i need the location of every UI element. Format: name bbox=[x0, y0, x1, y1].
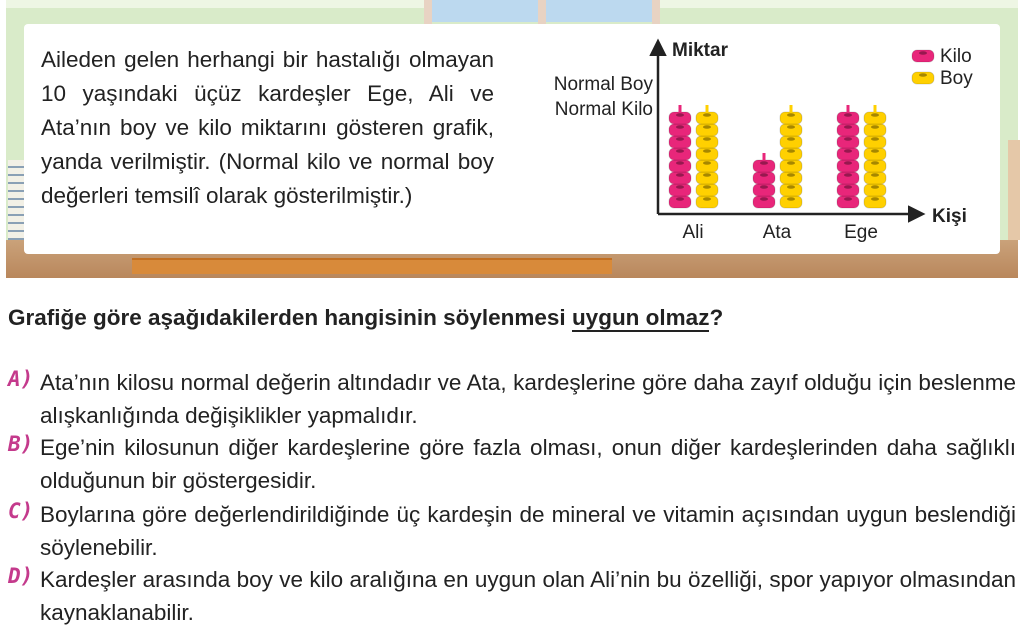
disc bbox=[837, 124, 859, 136]
option-letter: B) bbox=[8, 432, 34, 456]
disc bbox=[864, 112, 886, 124]
option-b[interactable] bbox=[8, 432, 1016, 497]
reference-label-normal-kilo: Normal Kilo bbox=[554, 99, 653, 120]
disc bbox=[837, 136, 859, 148]
disc bbox=[780, 124, 802, 136]
question-stem bbox=[8, 305, 1008, 331]
height-weight-chart bbox=[530, 30, 990, 250]
legend-swatch-kilo bbox=[912, 50, 934, 62]
disc bbox=[696, 184, 718, 196]
disc bbox=[669, 112, 691, 124]
option-c[interactable] bbox=[8, 499, 1016, 564]
bar-kilo-ege bbox=[837, 105, 859, 208]
option-letter: D) bbox=[8, 564, 34, 588]
disc bbox=[696, 124, 718, 136]
question-prefix: Grafiğe göre aşağıdakilerden hangisinin söylenmesi bbox=[8, 305, 572, 330]
option-text: Kardeşler arasında boy ve kilo aralığına en uygun olan Ali’nin bu özelliği, spor yapıyor olmasından kaynaklanabilir. bbox=[40, 567, 1016, 625]
bar-boy-ali bbox=[696, 105, 718, 208]
disc bbox=[864, 172, 886, 184]
option-text: Ege’nin kilosunun diğer kardeşlerine göre fazla olması, onun diğer kardeşlerinden daha sağlıklı olduğunun bir göstergesidir. bbox=[40, 435, 1016, 493]
intro-paragraph: Aileden gelen herhangi bir hastalığı olmayan 10 yaşındaki üçüz kardeşler Ege, Ali ve Ata’nın boy ve kilo miktarını gösteren grafik, yanda verilmiştir. (Normal kilo ve normal boy değerleri temsilî olarak gösterilmiştir.) bbox=[41, 47, 494, 208]
bar-boy-ata bbox=[780, 105, 802, 208]
disc bbox=[864, 124, 886, 136]
disc bbox=[669, 148, 691, 160]
option-a[interactable] bbox=[8, 367, 1016, 432]
x-tick-label: Ali bbox=[682, 222, 704, 243]
x-tick-label: Ata bbox=[762, 222, 792, 243]
disc bbox=[780, 172, 802, 184]
disc bbox=[837, 172, 859, 184]
disc bbox=[780, 196, 802, 208]
disc bbox=[753, 160, 775, 172]
question-suffix: ? bbox=[709, 305, 724, 330]
disc bbox=[780, 148, 802, 160]
bar-cap bbox=[763, 153, 766, 161]
disc bbox=[837, 160, 859, 172]
disc bbox=[696, 160, 718, 172]
bar-kilo-ata bbox=[753, 153, 775, 208]
disc bbox=[753, 184, 775, 196]
disc bbox=[837, 196, 859, 208]
y-axis-label: Miktar bbox=[672, 40, 728, 61]
disc bbox=[780, 184, 802, 196]
bar-cap bbox=[679, 105, 682, 113]
window-frame bbox=[538, 0, 546, 24]
disc bbox=[669, 136, 691, 148]
wooden-shelf bbox=[132, 258, 612, 274]
chart-bars bbox=[669, 105, 886, 208]
disc bbox=[780, 136, 802, 148]
disc bbox=[780, 160, 802, 172]
disc bbox=[753, 196, 775, 208]
disc bbox=[864, 160, 886, 172]
disc bbox=[753, 172, 775, 184]
option-letter: C) bbox=[8, 499, 34, 523]
legend-swatch-boy bbox=[912, 72, 934, 84]
disc bbox=[864, 184, 886, 196]
disc bbox=[696, 148, 718, 160]
x-tick-labels bbox=[682, 222, 877, 243]
bar-boy-ege bbox=[864, 105, 886, 208]
disc bbox=[669, 124, 691, 136]
bar-cap bbox=[790, 105, 793, 113]
disc bbox=[837, 112, 859, 124]
option-d[interactable] bbox=[8, 564, 1016, 629]
reference-label-normal-boy: Normal Boy bbox=[553, 74, 653, 95]
door-edge bbox=[1008, 140, 1020, 240]
disc bbox=[696, 136, 718, 148]
disc bbox=[864, 148, 886, 160]
bar-cap bbox=[874, 105, 877, 113]
legend-label-kilo: Kilo bbox=[940, 46, 972, 67]
disc bbox=[669, 160, 691, 172]
disc bbox=[696, 112, 718, 124]
disc bbox=[696, 172, 718, 184]
option-text: Boylarına göre değerlendirildiğinde üç kardeşin de mineral ve vitamin açısından uygun beslendiği söylenebilir. bbox=[40, 502, 1016, 560]
x-axis-label: Kişi bbox=[932, 206, 967, 227]
disc bbox=[696, 196, 718, 208]
disc bbox=[780, 112, 802, 124]
disc bbox=[864, 196, 886, 208]
bar-kilo-ali bbox=[669, 105, 691, 208]
disc bbox=[669, 184, 691, 196]
chart-legend bbox=[912, 46, 973, 89]
question-underlined: uygun olmaz bbox=[571, 305, 710, 330]
option-text: Ata’nın kilosu normal değerin altındadır ve Ata, kardeşlerine göre daha zayıf olduğu için beslenme alışkanlığında değişiklikler yapmalıdır. bbox=[40, 370, 1016, 428]
disc bbox=[669, 196, 691, 208]
disc bbox=[864, 136, 886, 148]
bar-cap bbox=[847, 105, 850, 113]
option-letter: A) bbox=[8, 367, 34, 391]
x-tick-label: Ege bbox=[844, 222, 878, 243]
disc bbox=[669, 172, 691, 184]
window-frame bbox=[424, 0, 432, 24]
window-frame bbox=[652, 0, 660, 24]
disc bbox=[837, 148, 859, 160]
bar-cap bbox=[706, 105, 709, 113]
legend-label-boy: Boy bbox=[940, 68, 973, 89]
disc bbox=[837, 184, 859, 196]
